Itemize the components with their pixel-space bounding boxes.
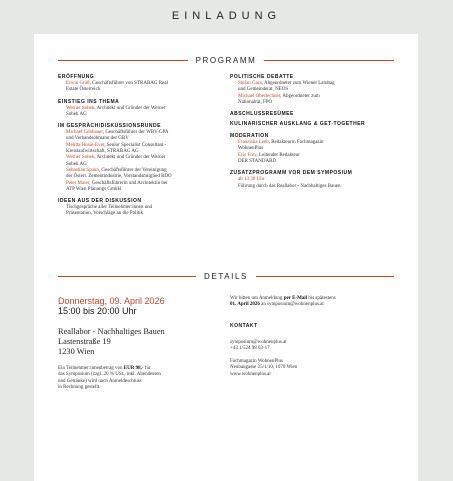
speaker-role: , Geschäftsführerin und Architektin bei	[89, 180, 168, 186]
programm-right-column	[230, 74, 400, 190]
speaker-role: , Architekt und Gründer der Werner	[94, 155, 166, 161]
programm-section	[58, 123, 228, 193]
speaker-role: , Geschäftsführer der Vereinigung	[98, 167, 167, 173]
programm-left-column	[58, 74, 228, 218]
speaker-name: Erwin Größ	[66, 81, 90, 86]
speaker-role-continued: der Österr. Zementindustrie, Vorstandsmitglied BDO	[66, 174, 172, 180]
section-title: POLITISCHE DEBATTE	[230, 74, 294, 80]
speaker-name: Stefan Gara	[238, 81, 262, 86]
speaker-name: Werner Sobek	[66, 155, 95, 161]
event-date: Donnerstag, 09. April 2026	[58, 296, 165, 306]
text-part: Wir bitten um Anmeldung	[230, 296, 284, 301]
programm-section	[230, 74, 400, 106]
divider-left	[58, 60, 188, 61]
section-title: MODERATION	[230, 133, 269, 140]
section-title: ABSCHLUSSRESÜMEE	[230, 111, 294, 118]
speaker-name: ab 13:30 Uhr	[238, 177, 265, 183]
section-title: IM GESPRÄCH/DISKUSSIONSRUNDE	[58, 123, 161, 130]
programm-heading	[58, 56, 394, 65]
registration-text	[230, 296, 400, 309]
speaker-role-continued: Sobek AG	[66, 161, 87, 167]
speaker-role-continued: Sobek AG	[66, 111, 87, 117]
speaker-role-continued: Führung durch das Reallabor - Nachhaltiges Bauen	[238, 183, 341, 189]
event-time: 15:00 bis 20:00 Uhr	[58, 306, 137, 316]
text-part: und Getränke) wird nach Anmeldeschluss	[58, 378, 142, 384]
speaker-name: Eric Frey	[238, 152, 257, 158]
details-heading	[58, 272, 394, 281]
text-emphasis: 01. April 2026	[230, 302, 260, 308]
speaker-role-continued: DER STANDARD	[238, 159, 277, 165]
speaker-role: , Abgeordneter zum Wiener Landtag	[261, 81, 335, 86]
contact-address: Neubaugasse 25/1/10, 1070 Wien	[230, 365, 298, 371]
speaker-role: , Redakteurin Fachmagazin	[268, 140, 324, 146]
details-heading-label: DETAILS	[204, 272, 248, 281]
details-left-column	[58, 296, 228, 391]
divider-right	[264, 60, 394, 61]
speaker-role-continued: Nationalrat, FPÖ	[238, 99, 273, 105]
speaker-role: , Architekt und Gründer der Werner	[94, 105, 166, 111]
speaker-role-continued: ATP Wien Planungs GmbH	[66, 186, 121, 192]
text-emphasis: per E-Mail	[283, 296, 308, 301]
contact-heading: KONTAKT	[230, 322, 258, 329]
venue-name: Reallabor - Nachhaltiges Bauen	[58, 327, 165, 336]
speaker-role: , Senior Specialist Consultant -	[104, 142, 167, 148]
contact-phone: +43 1/524 98 03-17	[230, 345, 270, 351]
section-title: ERÖFFNUNG	[58, 74, 95, 80]
fee-text	[58, 366, 228, 391]
programm-section	[230, 111, 400, 128]
section-subtitle: KULINARISCHER AUSKLANG & GET-TOGETHER	[230, 121, 366, 128]
contact-org: Fachmagazin WohnenPlus	[230, 359, 283, 365]
speaker-role-continued: und Gemeinderat, NEOS	[238, 87, 289, 93]
programm-section	[58, 74, 228, 94]
speaker-role-continued: und Verbandsobmann der GBV	[66, 136, 129, 142]
venue-street: Lastenstraße 19	[58, 337, 111, 346]
speaker-name: Michael Gehbauer	[66, 130, 103, 136]
text-part: für	[143, 366, 151, 371]
speaker-role-continued: WohnenPlus	[238, 146, 264, 152]
text-line	[58, 385, 228, 391]
speaker-name: Michael Oberlechner	[238, 93, 281, 99]
text-part: bis spätestens	[307, 296, 336, 301]
section-text: Präsentation, Vorschläge an die Politik	[66, 211, 144, 217]
text-part: das Symposium (zzgl. 20 % USt., inkl. Abendessen	[58, 372, 161, 378]
speaker-role-continued: Estate Österreich	[66, 87, 101, 93]
section-title: ZUSATZPROGRAMM VOR DEM SYMPOSIUM	[230, 170, 353, 177]
venue-city: 1230 Wien	[58, 347, 95, 356]
speaker-name: Franziska Leeb	[238, 140, 269, 146]
details-right-column	[230, 296, 400, 378]
section-title: IDEEN AUS DER DISKUSSION	[58, 198, 142, 205]
speaker-name: Melitta Hosie-Ever	[66, 142, 105, 148]
divider-left	[58, 276, 196, 277]
text-part: in Rechnung gestellt.	[58, 384, 101, 390]
speaker-role: , Abgeordneter zum	[280, 93, 320, 99]
section-text: Tischgespräche aller Teilnehmer:innen und	[66, 205, 153, 211]
divider-right	[256, 276, 394, 277]
programm-heading-label: PROGRAMM	[195, 56, 257, 65]
contact-email[interactable]: symposium@wohnenplus.at	[230, 339, 287, 345]
speaker-name: Sebastian Spaun	[66, 167, 99, 173]
text-part: Ein Teilnehmer:innenbetrag von	[58, 366, 124, 371]
speaker-name: Peter Maier	[66, 180, 90, 186]
page-title: EINLADUNG	[171, 10, 282, 22]
programm-section	[230, 133, 400, 165]
speaker-role-continued: Kreislaufwirtschaft, STRABAG AG	[66, 149, 139, 155]
speaker-role: , Geschäftsführer der WBV-GPA	[102, 130, 169, 136]
contact-website[interactable]: www.wohnenplus.at	[230, 371, 271, 377]
programm-section	[58, 198, 228, 218]
text-emphasis: EUR 98,-	[123, 366, 144, 371]
speaker-role: , Leitender Redakteur	[256, 152, 300, 158]
text-part: an symposium@wohnenplus.at	[259, 302, 324, 308]
section-title: EINSTIEG INS THEMA	[58, 98, 120, 105]
programm-section	[230, 170, 400, 190]
speaker-name: Werner Sobek	[66, 105, 95, 111]
invitation-card	[34, 34, 418, 481]
speaker-role: , Geschäftsführer von STRABAG Real	[89, 81, 168, 86]
programm-section	[58, 99, 228, 119]
